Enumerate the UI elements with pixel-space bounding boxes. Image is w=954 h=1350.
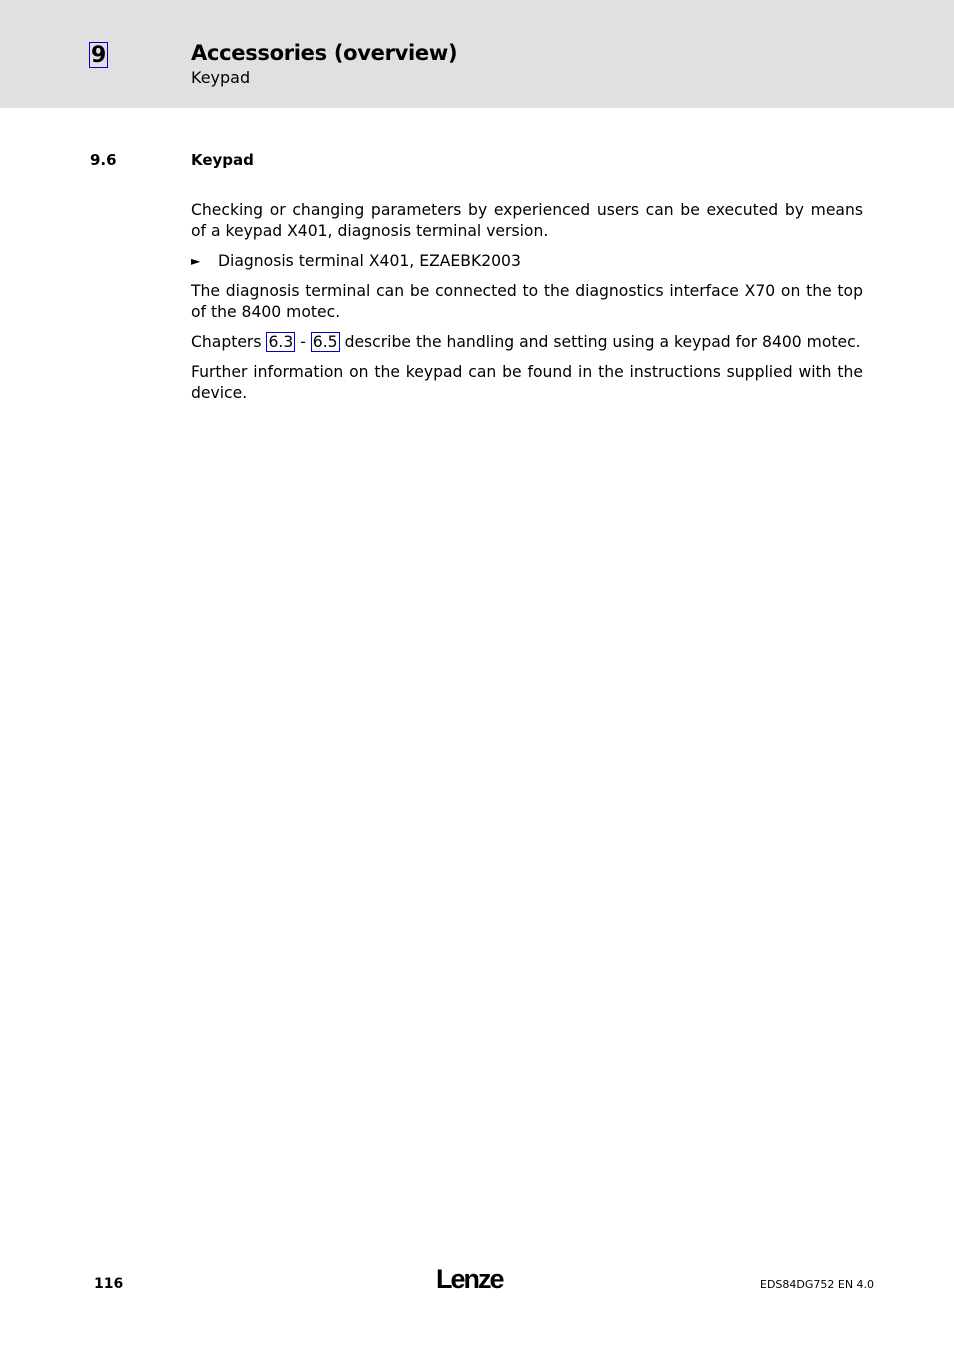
paragraph-chapters	[191, 332, 863, 353]
lenze-logo: Lenze	[436, 1264, 503, 1294]
section-title: Keypad	[191, 151, 254, 169]
link-chapter-6-3[interactable]: 6.3	[268, 333, 294, 351]
document-id: EDS84DG752 EN 4.0	[760, 1278, 875, 1291]
section-body	[191, 200, 863, 413]
bullet-arrow-icon: ►	[191, 254, 201, 268]
chapters-suffix: describe the handling and setting using a keypad for 8400 motec.	[339, 333, 861, 351]
page-header	[0, 0, 954, 108]
chapters-separator: -	[295, 333, 311, 351]
chapter-number-link[interactable]: 9	[91, 43, 107, 68]
link-chapter-6-5[interactable]: 6.5	[312, 333, 338, 351]
page-number: 116	[94, 1276, 124, 1292]
paragraph-connection: The diagnosis terminal can be connected to the diagnostics interface X70 on the top of the 8400 motec.	[191, 282, 863, 321]
chapters-prefix: Chapters	[191, 333, 267, 351]
section-number: 9.6	[90, 151, 117, 169]
paragraph-intro: Checking or changing parameters by experienced users can be executed by means of a keypad X401, diagnosis terminal version.	[191, 201, 863, 240]
bullet-text: Diagnosis terminal X401, EZAEBK2003	[218, 252, 521, 270]
chapter-subtitle: Keypad	[191, 68, 251, 87]
bullet-item	[191, 251, 863, 272]
chapter-title: Accessories (overview)	[191, 41, 458, 65]
paragraph-further-info: Further information on the keypad can be found in the instructions supplied with the device.	[191, 363, 863, 402]
